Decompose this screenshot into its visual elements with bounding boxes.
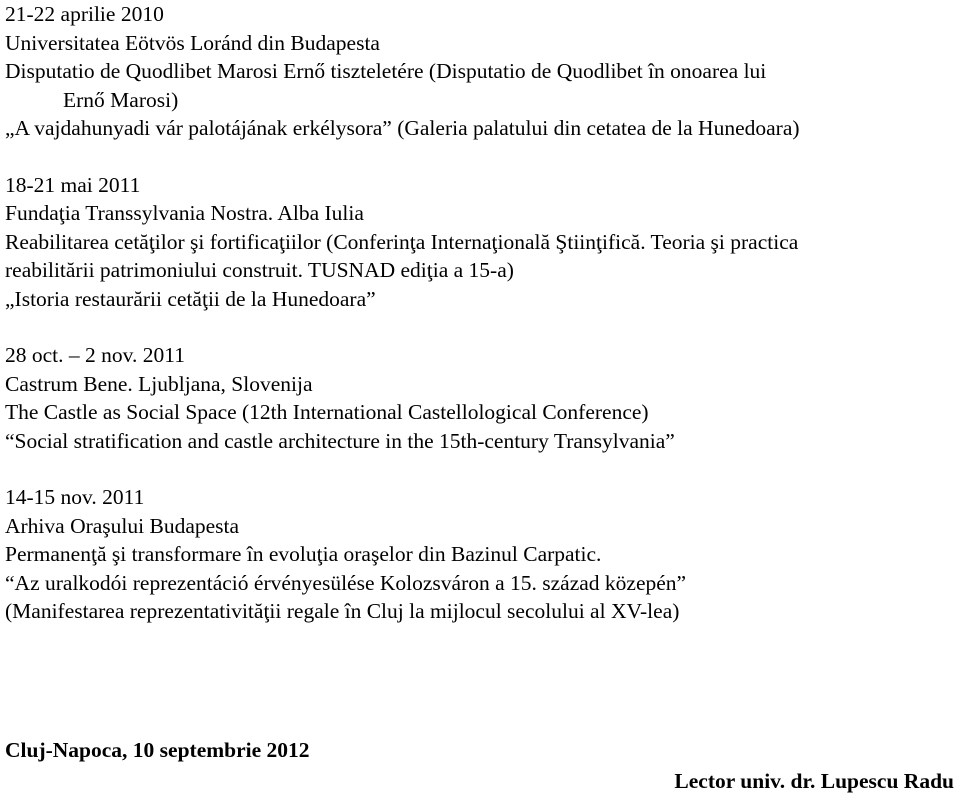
- conference-entry: [5, 483, 955, 626]
- entry-talk-title: “Social stratification and castle architecture in the 15th-century Transylvania”: [5, 428, 675, 453]
- entry-event: Reabilitarea cetăţilor şi fortificaţiilor (Conferinţa Internaţională Ştiinţifică. Teoria şi practica: [5, 229, 799, 254]
- entry-event: The Castle as Social Space (12th International Castellological Conference): [5, 400, 649, 424]
- entry-institution: Universitatea Eötvös Loránd din Budapesta: [5, 30, 380, 55]
- entry-talk-title: „Istoria restaurării cetăţii de la Hunedoara”: [5, 286, 376, 311]
- place-and-date: Cluj-Napoca, 10 septembrie 2012: [5, 738, 310, 762]
- spacer: [5, 455, 955, 483]
- document-body: [5, 0, 955, 626]
- conference-entry: [5, 341, 955, 455]
- entry-date: 21-22 aprilie 2010: [5, 2, 164, 26]
- entry-talk-title: „A vajdahunyadi vár palotájának erkélysora” (Galeria palatului din cetatea de la Hunedoara): [5, 116, 800, 140]
- entry-event-continued: reabilitării patrimoniului construit. TUSNAD ediţia a 15-a): [5, 258, 514, 282]
- entry-institution: Castrum Bene. Ljubljana, Slovenija: [5, 371, 313, 396]
- conference-entry: [5, 171, 955, 314]
- entry-date: 18-21 mai 2011: [5, 172, 141, 197]
- entry-institution: Arhiva Oraşului Budapesta: [5, 513, 240, 538]
- spacer: [5, 313, 955, 341]
- entry-event: Disputatio de Quodlibet Marosi Ernő tiszteletére (Disputatio de Quodlibet în onoarea lui: [5, 59, 767, 83]
- entry-event-continued: Ernő Marosi): [63, 87, 179, 112]
- entry-date: 14-15 nov. 2011: [5, 485, 145, 509]
- entry-event: Permanenţă şi transformare în evoluţia oraşelor din Bazinul Carpatic.: [5, 542, 602, 566]
- entry-talk-title: “Az uralkodói reprezentáció érvényesülése Kolozsváron a 15. század közepén”: [5, 570, 687, 595]
- signature: Lector univ. dr. Lupescu Radu: [674, 769, 954, 793]
- entry-translation: (Manifestarea reprezentativităţii regale în Cluj la mijlocul secolului al XV-lea): [5, 599, 680, 623]
- spacer: [5, 143, 955, 171]
- conference-entry: [5, 0, 955, 143]
- entry-date: 28 oct. – 2 nov. 2011: [5, 343, 185, 367]
- entry-institution: Fundaţia Transsylvania Nostra. Alba Iulia: [5, 201, 364, 225]
